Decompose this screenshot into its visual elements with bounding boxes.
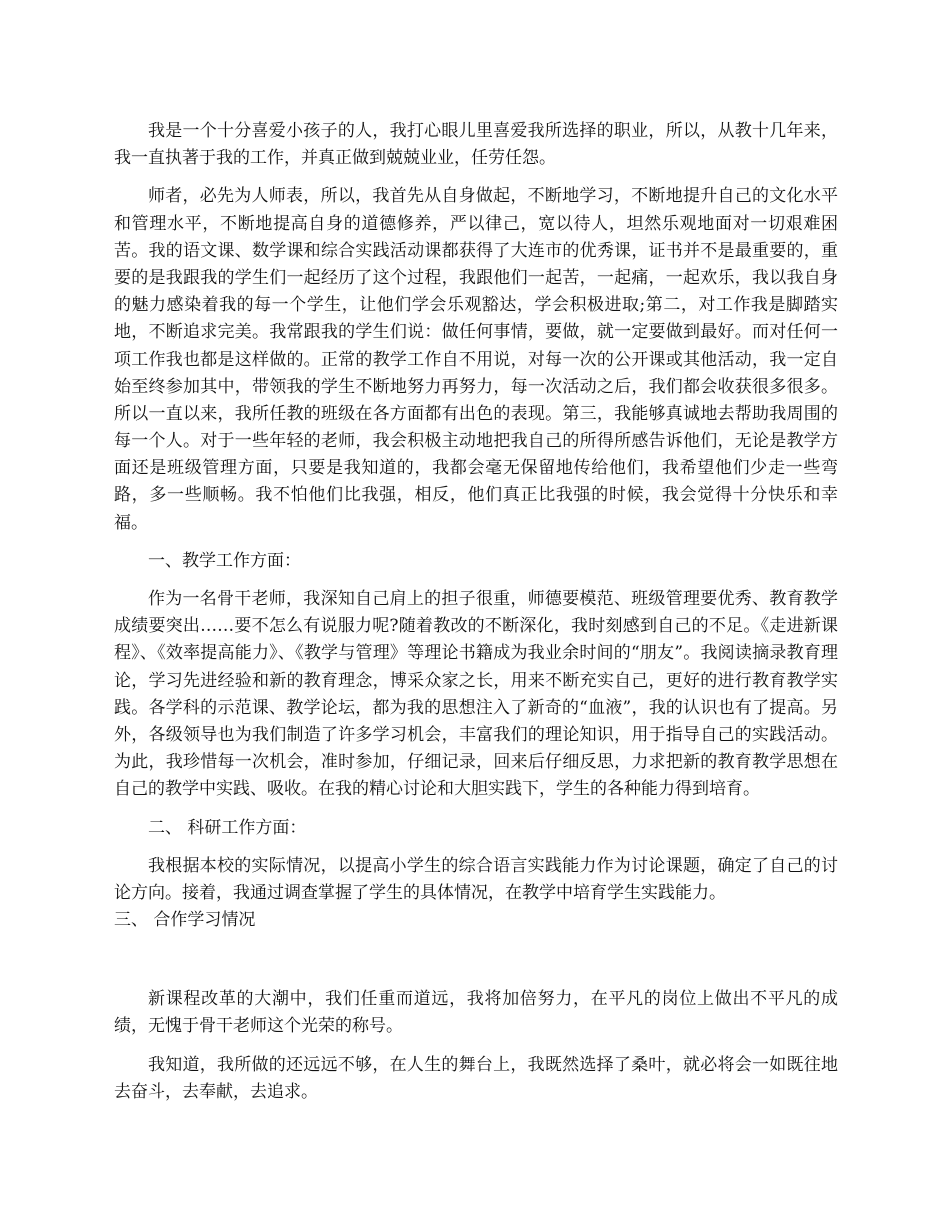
paragraph-teacher-ethics: 师者，必先为人师表，所以，我首先从自身做起，不断地学习，不断地提升自己的文化水平和管理水平，不断地提高自身的道德修养，严以律己，宽以待人，坦然乐观地面对一切艰难困苦。我的语文课、数学课和综合实践活动课都获得了大连市的优秀课，证书并不是最重要的，重要的是我跟我的学生们一起经历了这个过程，我跟他们一起苦，一起痛，一起欢乐，我以我自身的魅力感染着我的每一个学生，让他们学会乐观豁达，学会积极进取;第二，对工作我是脚踏实地，不断追求完美。我常跟我的学生们说：做任何事情，要做，就一定要做到最好。而对任何一项工作我也都是这样做的。正常的教学工作自不用说，对每一次的公开课或其他活动，我一定自始至终参加其中，带领我的学生不断地努力再努力，每一次活动之后，我们都会收获很多很多。所以一直以来，我所任教的班级在各方面都有出色的表现。第三，我能够真诚地去帮助我周围的每一个人。对于一些年轻的老师，我会积极主动地把我自己的所得所感告诉他们，无论是教学方面还是班级管理方面，只要是我知道的，我都会毫无保留地传给他们，我希望他们少走一些弯路，多一些顺畅。我不怕他们比我强，相反，他们真正比我强的时候，我会觉得十分快乐和幸福。 [114, 186, 838, 533]
paragraph-conclusion: 我知道，我所做的还远远不够，在人生的舞台上，我既然选择了桑叶，就必将会一如既往地去奋斗，去奉献，去追求。 [114, 1054, 838, 1102]
paragraph-teaching-work: 作为一名骨干老师，我深知自己肩上的担子很重，师德要模范、班级管理要优秀、教育教学成绩要突出……要不怎么有说服力呢?随着教改的不断深化，我时刻感到自己的不足。《走进新课程》、《效率提高能力》、《教学与管理》等理论书籍成为我业余时间的“朋友”。我阅读摘录教育理论，学习先进经验和新的教育理念，博采众家之长，用来不断充实自己，更好的进行教育教学实践。各学科的示范课、教学论坛，都为我的思想注入了新奇的“血液”，我的认识也有了提高。另外，各级领导也为我们制造了许多学习机会，丰富我们的理论知识，用于指导自己的实践活动。为此，我珍惜每一次机会，准时参加，仔细记录，回来后仔细反思，力求把新的教育教学思想在自己的教学中实践、吸收。在我的精心讨论和大胆实践下，学生的各种能力得到培育。 [114, 589, 838, 800]
section-heading-cooperative-learning: 三、 合作学习情况 [114, 910, 256, 931]
paragraph-research-work: 我根据本校的实际情况，以提高小学生的综合语言实践能力作为讨论课题，确定了自己的讨论方向。接着，我通过调查掌握了学生的具体情况，在教学中培育学生实践能力。 [114, 855, 838, 903]
section-heading-research: 二、 科研工作方面： [148, 817, 307, 838]
section-heading-teaching: 一、教学工作方面： [148, 550, 301, 571]
paragraph-curriculum-reform: 新课程改革的大潮中，我们任重而道远，我将加倍努力，在平凡的岗位上做出不平凡的成绩，无愧于骨干老师这个光荣的称号。 [114, 989, 838, 1037]
blank-space [114, 934, 838, 986]
document-page [114, 118, 838, 1117]
paragraph-intro: 我是一个十分喜爱小孩子的人，我打心眼儿里喜爱我所选择的职业，所以，从教十几年来，我一直执著于我的工作，并真正做到兢兢业业，任劳任怨。 [114, 121, 838, 169]
